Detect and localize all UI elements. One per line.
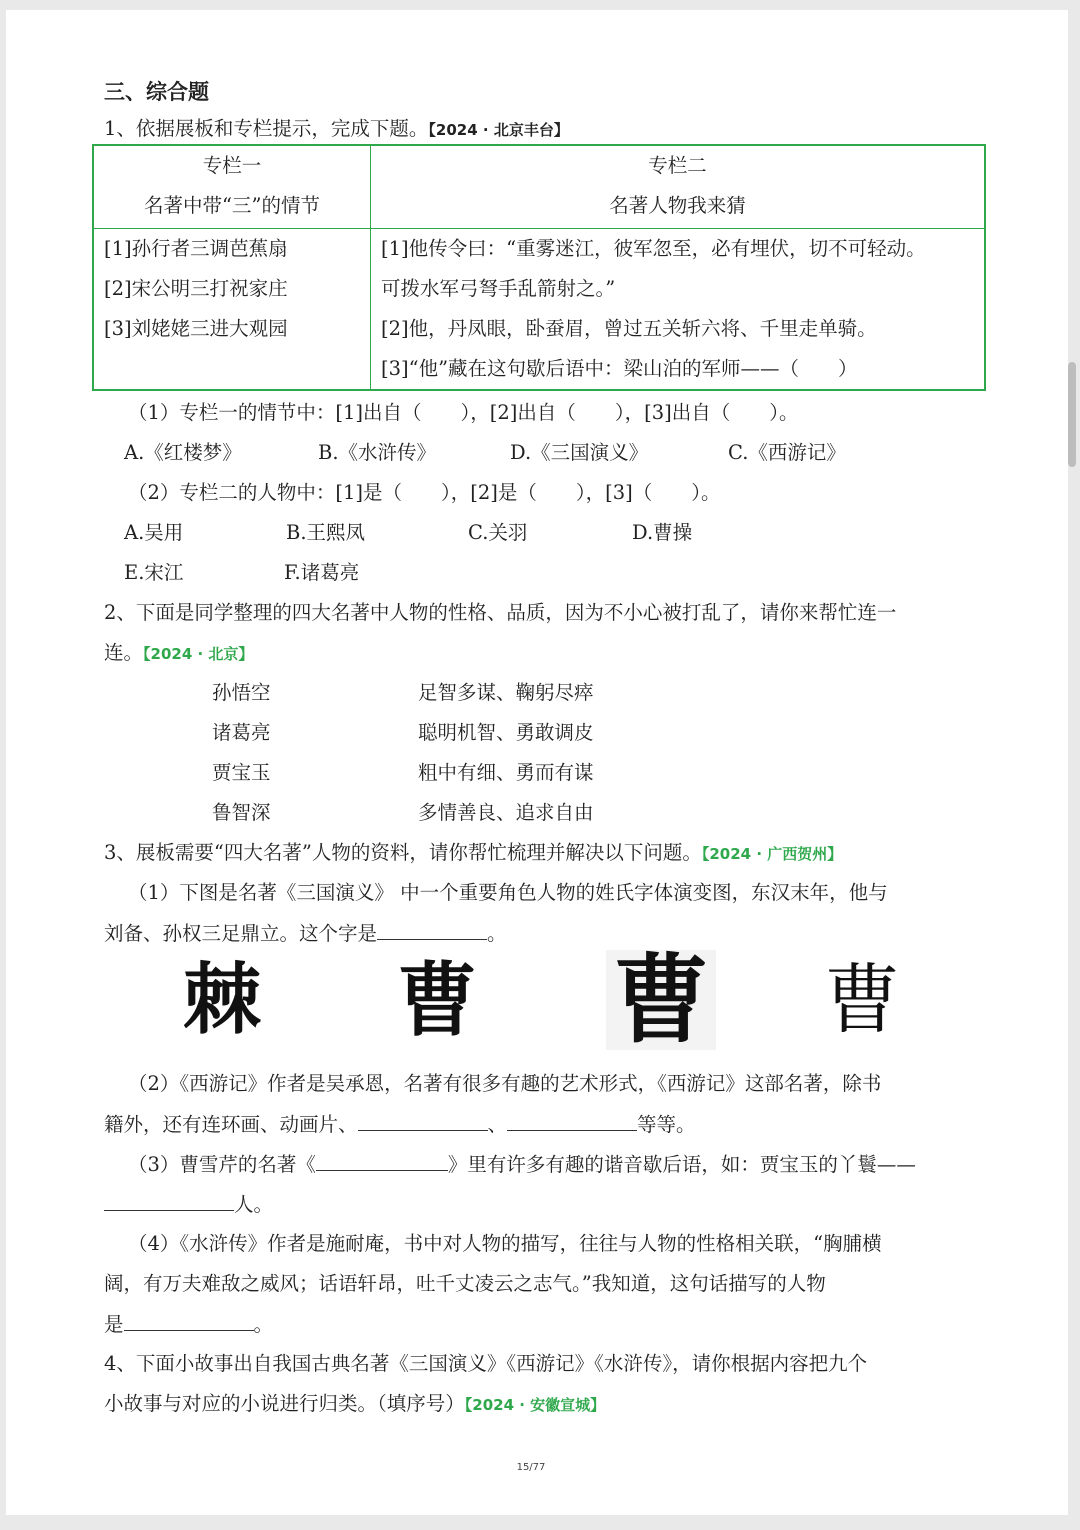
col1-item: [1]孙行者三调芭蕉扇 xyxy=(104,237,288,260)
q3-s3-end: 人。 xyxy=(234,1193,274,1216)
q2-trait: 多情善良、追求自由 xyxy=(418,801,594,824)
q3-s3-text-a: （3）曹雪芹的名著《 xyxy=(128,1153,316,1176)
q4-line1: 4、下面小故事出自我国古典名著《三国演义》《西游记》《水浒传》，请你根据内容把九个 xyxy=(104,1352,868,1375)
q2-name: 诸葛亮 xyxy=(212,721,271,744)
glyph-bronze-3: 曹 xyxy=(606,950,716,1050)
col1-item: [3]刘姥姥三进大观园 xyxy=(104,317,288,340)
q4-source-tag: 【2024 · 安徽宣城】 xyxy=(464,1396,606,1414)
q1-sub1-option: C.《西游记》 xyxy=(728,441,846,464)
q2-stem-line1: 2、下面是同学整理的四大名著中人物的性格、品质，因为不小心被打乱了，请你来帮忙连一 xyxy=(104,601,897,624)
q3-s3-text-b: 》里有许多有趣的谐音歇后语，如：贾宝玉的丫鬟—— xyxy=(447,1153,916,1176)
q1-source-tag: 【2024 · 北京丰台】 xyxy=(428,121,569,139)
q3-s3-line1 xyxy=(128,1152,916,1177)
q1-sub2-option: C.关羽 xyxy=(468,521,528,544)
q1-sub2-option: A.吴用 xyxy=(124,521,184,544)
q4-text: 小故事与对应的小说进行归类。（填序号） xyxy=(104,1392,465,1415)
q3-s1-text: 刘备、孙权三足鼎立。这个字是 xyxy=(104,922,378,945)
col2-subtitle: 名著人物我来猜 xyxy=(609,194,746,217)
q1-sub2-option: E.宋江 xyxy=(124,561,184,584)
q3-s3-line2 xyxy=(104,1192,273,1217)
q3-s4-end: 。 xyxy=(253,1313,274,1336)
q3-s2-line2 xyxy=(104,1112,696,1137)
q3-s4-line1: （4）《水浒传》作者是施耐庵，书中对人物的描写，往往与人物的性格相关联，“胸脯横 xyxy=(128,1232,882,1255)
q3-s2-line1: （2）《西游记》作者是吴承恩，名著有很多有趣的艺术形式，《西游记》这部名著，除书 xyxy=(128,1072,882,1095)
col2-item: [1]他传令曰：“重雾迷江，彼军忽至，必有埋伏，切不可轻动。 xyxy=(381,237,926,260)
col1-body xyxy=(93,229,371,391)
q1-columns-table xyxy=(92,144,986,391)
answer-blank[interactable] xyxy=(124,1312,254,1331)
q3-s1-line2 xyxy=(104,921,507,946)
q3-source-tag: 【2024 · 广西贺州】 xyxy=(701,845,843,863)
q1-sub2-option: B.王熙凤 xyxy=(286,521,366,544)
q3-stem-line xyxy=(104,841,842,866)
q2-trait: 聪明机智、勇敢调皮 xyxy=(418,721,594,744)
q3-s1-line1: （1）下图是名著《三国演义》 中一个重要角色人物的姓氏字体演变图，东汉末年，他与 xyxy=(128,881,888,904)
q2-source-tag: 【2024 · 北京】 xyxy=(143,645,254,663)
q1-sub1-option: B.《水浒传》 xyxy=(318,441,437,464)
q2-name: 鲁智深 xyxy=(212,801,271,824)
answer-blank[interactable] xyxy=(377,921,487,940)
q4-line2 xyxy=(104,1392,605,1417)
q2-trait: 粗中有细、勇而有谋 xyxy=(418,761,594,784)
col1-item: [2]宋公明三打祝家庄 xyxy=(104,277,288,300)
page-number: 15/77 xyxy=(516,1462,546,1473)
q3-s1-end: 。 xyxy=(487,922,507,945)
answer-blank[interactable] xyxy=(358,1112,488,1131)
q2-trait: 足智多谋、鞠躬尽瘁 xyxy=(418,681,594,704)
q3-stem: 3、展板需要“四大名著”人物的资料，请你帮忙梳理并解决以下问题。 xyxy=(104,841,702,864)
q1-sub2-option: D.曹操 xyxy=(632,521,693,544)
q3-s2-end: 等等。 xyxy=(637,1113,696,1136)
q2-stem-end: 连。 xyxy=(104,641,144,664)
answer-blank[interactable] xyxy=(316,1152,448,1171)
answer-blank[interactable] xyxy=(507,1112,637,1131)
q2-name: 贾宝玉 xyxy=(212,761,271,784)
answer-blank[interactable] xyxy=(104,1192,234,1211)
q3-s4-line3 xyxy=(104,1312,273,1337)
q3-s4-text: 是 xyxy=(104,1313,124,1336)
q2-stem-line2 xyxy=(104,641,253,666)
glyph-seal-2: 曹 xyxy=(397,953,477,1047)
q2-name: 孙悟空 xyxy=(212,681,271,704)
q1-sub1-option: D.《三国演义》 xyxy=(510,441,649,464)
q3-s2-text: 籍外，还有连环画、动画片、 xyxy=(104,1113,358,1136)
col2-header xyxy=(371,145,986,229)
q3-s4-line2: 阔，有万夫难敌之威风；话语轩昂，吐千丈凌云之志气。”我知道，这句话描写的人物 xyxy=(104,1272,826,1295)
col1-title: 专栏一 xyxy=(202,154,262,177)
q3-s2-sep: 、 xyxy=(487,1113,508,1136)
scrollbar-thumb[interactable] xyxy=(1068,362,1076,467)
col2-item: [3]“他”藏在这句歇后语中：梁山泊的军师——（ ） xyxy=(381,357,858,380)
q1-sub2: （2）专栏二的人物中：[1]是（ ），[2]是（ ），[3]（ ）。 xyxy=(128,481,721,504)
col2-title: 专栏二 xyxy=(648,154,707,177)
glyph-evolution-figure xyxy=(0,943,1062,1056)
q1-stem-line xyxy=(104,117,569,142)
col2-item: [2]他，丹凤眼，卧蚕眉，曾过五关斩六将、千里走单骑。 xyxy=(381,317,877,340)
col1-header xyxy=(93,145,371,229)
section-title: 三、综合题 xyxy=(104,80,209,104)
q1-stem: 1、依据展板和专栏提示，完成下题。 xyxy=(104,117,429,140)
col2-item: 可拨水军弓弩手乱箭射之。” xyxy=(381,277,616,300)
q1-sub1: （1）专栏一的情节中：[1]出自（ ），[2]出自（ ），[3]出自（ ）。 xyxy=(128,401,799,424)
glyph-seal-1: 棘 xyxy=(182,954,257,1045)
col2-body xyxy=(371,229,986,391)
glyph-seal-4: 曹 xyxy=(824,955,900,1044)
col1-subtitle: 名著中带“三”的情节 xyxy=(144,194,320,217)
q1-sub1-option: A.《红楼梦》 xyxy=(124,441,242,464)
q1-sub2-option: F.诸葛亮 xyxy=(284,561,360,584)
